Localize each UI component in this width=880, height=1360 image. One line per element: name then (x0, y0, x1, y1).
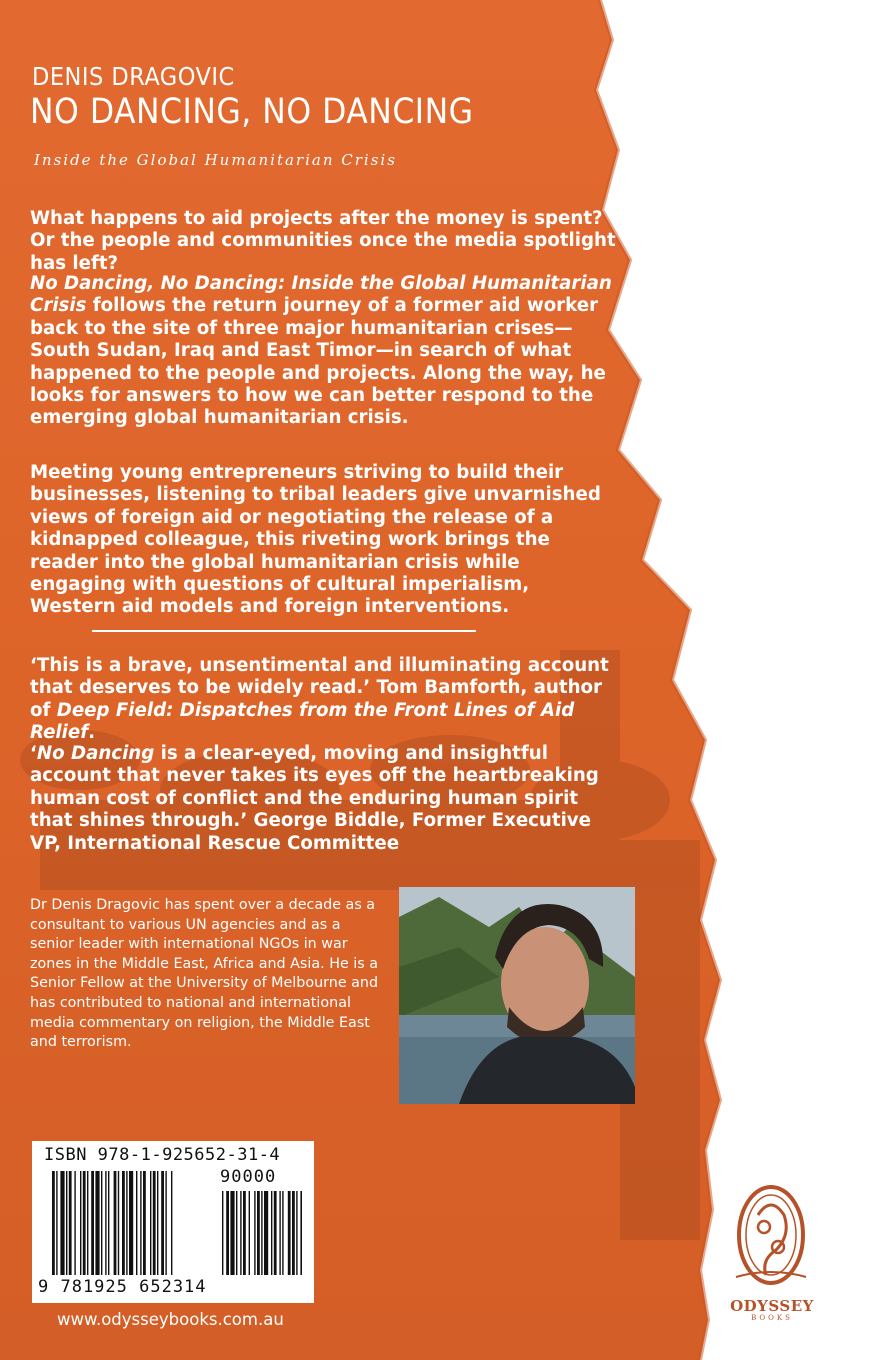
divider (92, 630, 476, 632)
barcode-bars (52, 1171, 302, 1275)
price-code: 90000 (220, 1167, 277, 1187)
quote-1-book-title: Deep Field: Dispatches from the Front Lines of Aid Relief (30, 699, 575, 744)
isbn-label: ISBN 978-1-925652-31-4 (44, 1145, 281, 1165)
quote-2-book-title: No Dancing (36, 743, 155, 764)
blurb-title-italic: No Dancing, No Dancing: Inside the Global Humanitarian Crisis (30, 273, 612, 317)
blurb-paragraph-2-text: follows the return journey of a former aid worker back to the site of three major humanitarian crises—South Sudan, Iraq and East Timor—in search of what happened to the people and projects. Along the way, he looks for answers to how we can better respond to the emerging global humanitarian crisis. (30, 295, 606, 429)
isbn-digits: 9 781925 652314 (38, 1277, 207, 1297)
publisher-sub: BOOKS (751, 1314, 793, 1322)
blurb-paragraph-2 (30, 273, 620, 430)
quote-2-text: is a clear-eyed, moving and insightful account that never takes its eyes off the heartbreaking human cost of conflict and the enduring human spirit that shines through.’ George Biddle, Former Executive VP, International Rescue Committee (30, 743, 599, 854)
author-name: DENIS DRAGOVIC (32, 62, 235, 91)
author-photo (399, 887, 635, 1104)
author-bio: Dr Denis Dragovic has spent over a decade as a consultant to various UN agencies and as a senior leader with international NGOs in war zones in the Middle East, Africa and Asia. He is a Senior Fellow at the University of Melbourne and has contributed to national and international media commentary on religion, the Middle East and terrorism. (30, 897, 379, 1051)
review-quote-1 (30, 655, 620, 745)
blurb-paragraph-1: What happens to aid projects after the money is spent? Or the people and communities once the media spotlight has left? (30, 208, 616, 274)
quote-2-open: ‘ (30, 743, 37, 764)
book-subtitle: Inside the Global Humanitarian Crisis (34, 151, 397, 169)
blurb-paragraph-3: Meeting young entrepreneurs striving to build their businesses, listening to tribal leaders give unvarnished views of foreign aid or negotiating the release of a kidnapped colleague, this riveting work brings the reader into the global humanitarian crisis while engaging with questions of cultural imperialism, Western aid models and foreign interventions. (30, 462, 601, 618)
quote-1-text: ‘This is a brave, unsentimental and illuminating account that deserves to be widely read.’ Tom Bamforth, author of (30, 655, 609, 721)
quote-1-end: . (88, 722, 96, 744)
review-quote-2 (30, 743, 620, 855)
barcode (32, 1141, 314, 1303)
publisher-name: ODYSSEY (730, 1297, 814, 1315)
publisher-website[interactable]: www.odysseybooks.com.au (57, 1310, 284, 1329)
book-title: NO DANCING, NO DANCING (30, 92, 474, 132)
